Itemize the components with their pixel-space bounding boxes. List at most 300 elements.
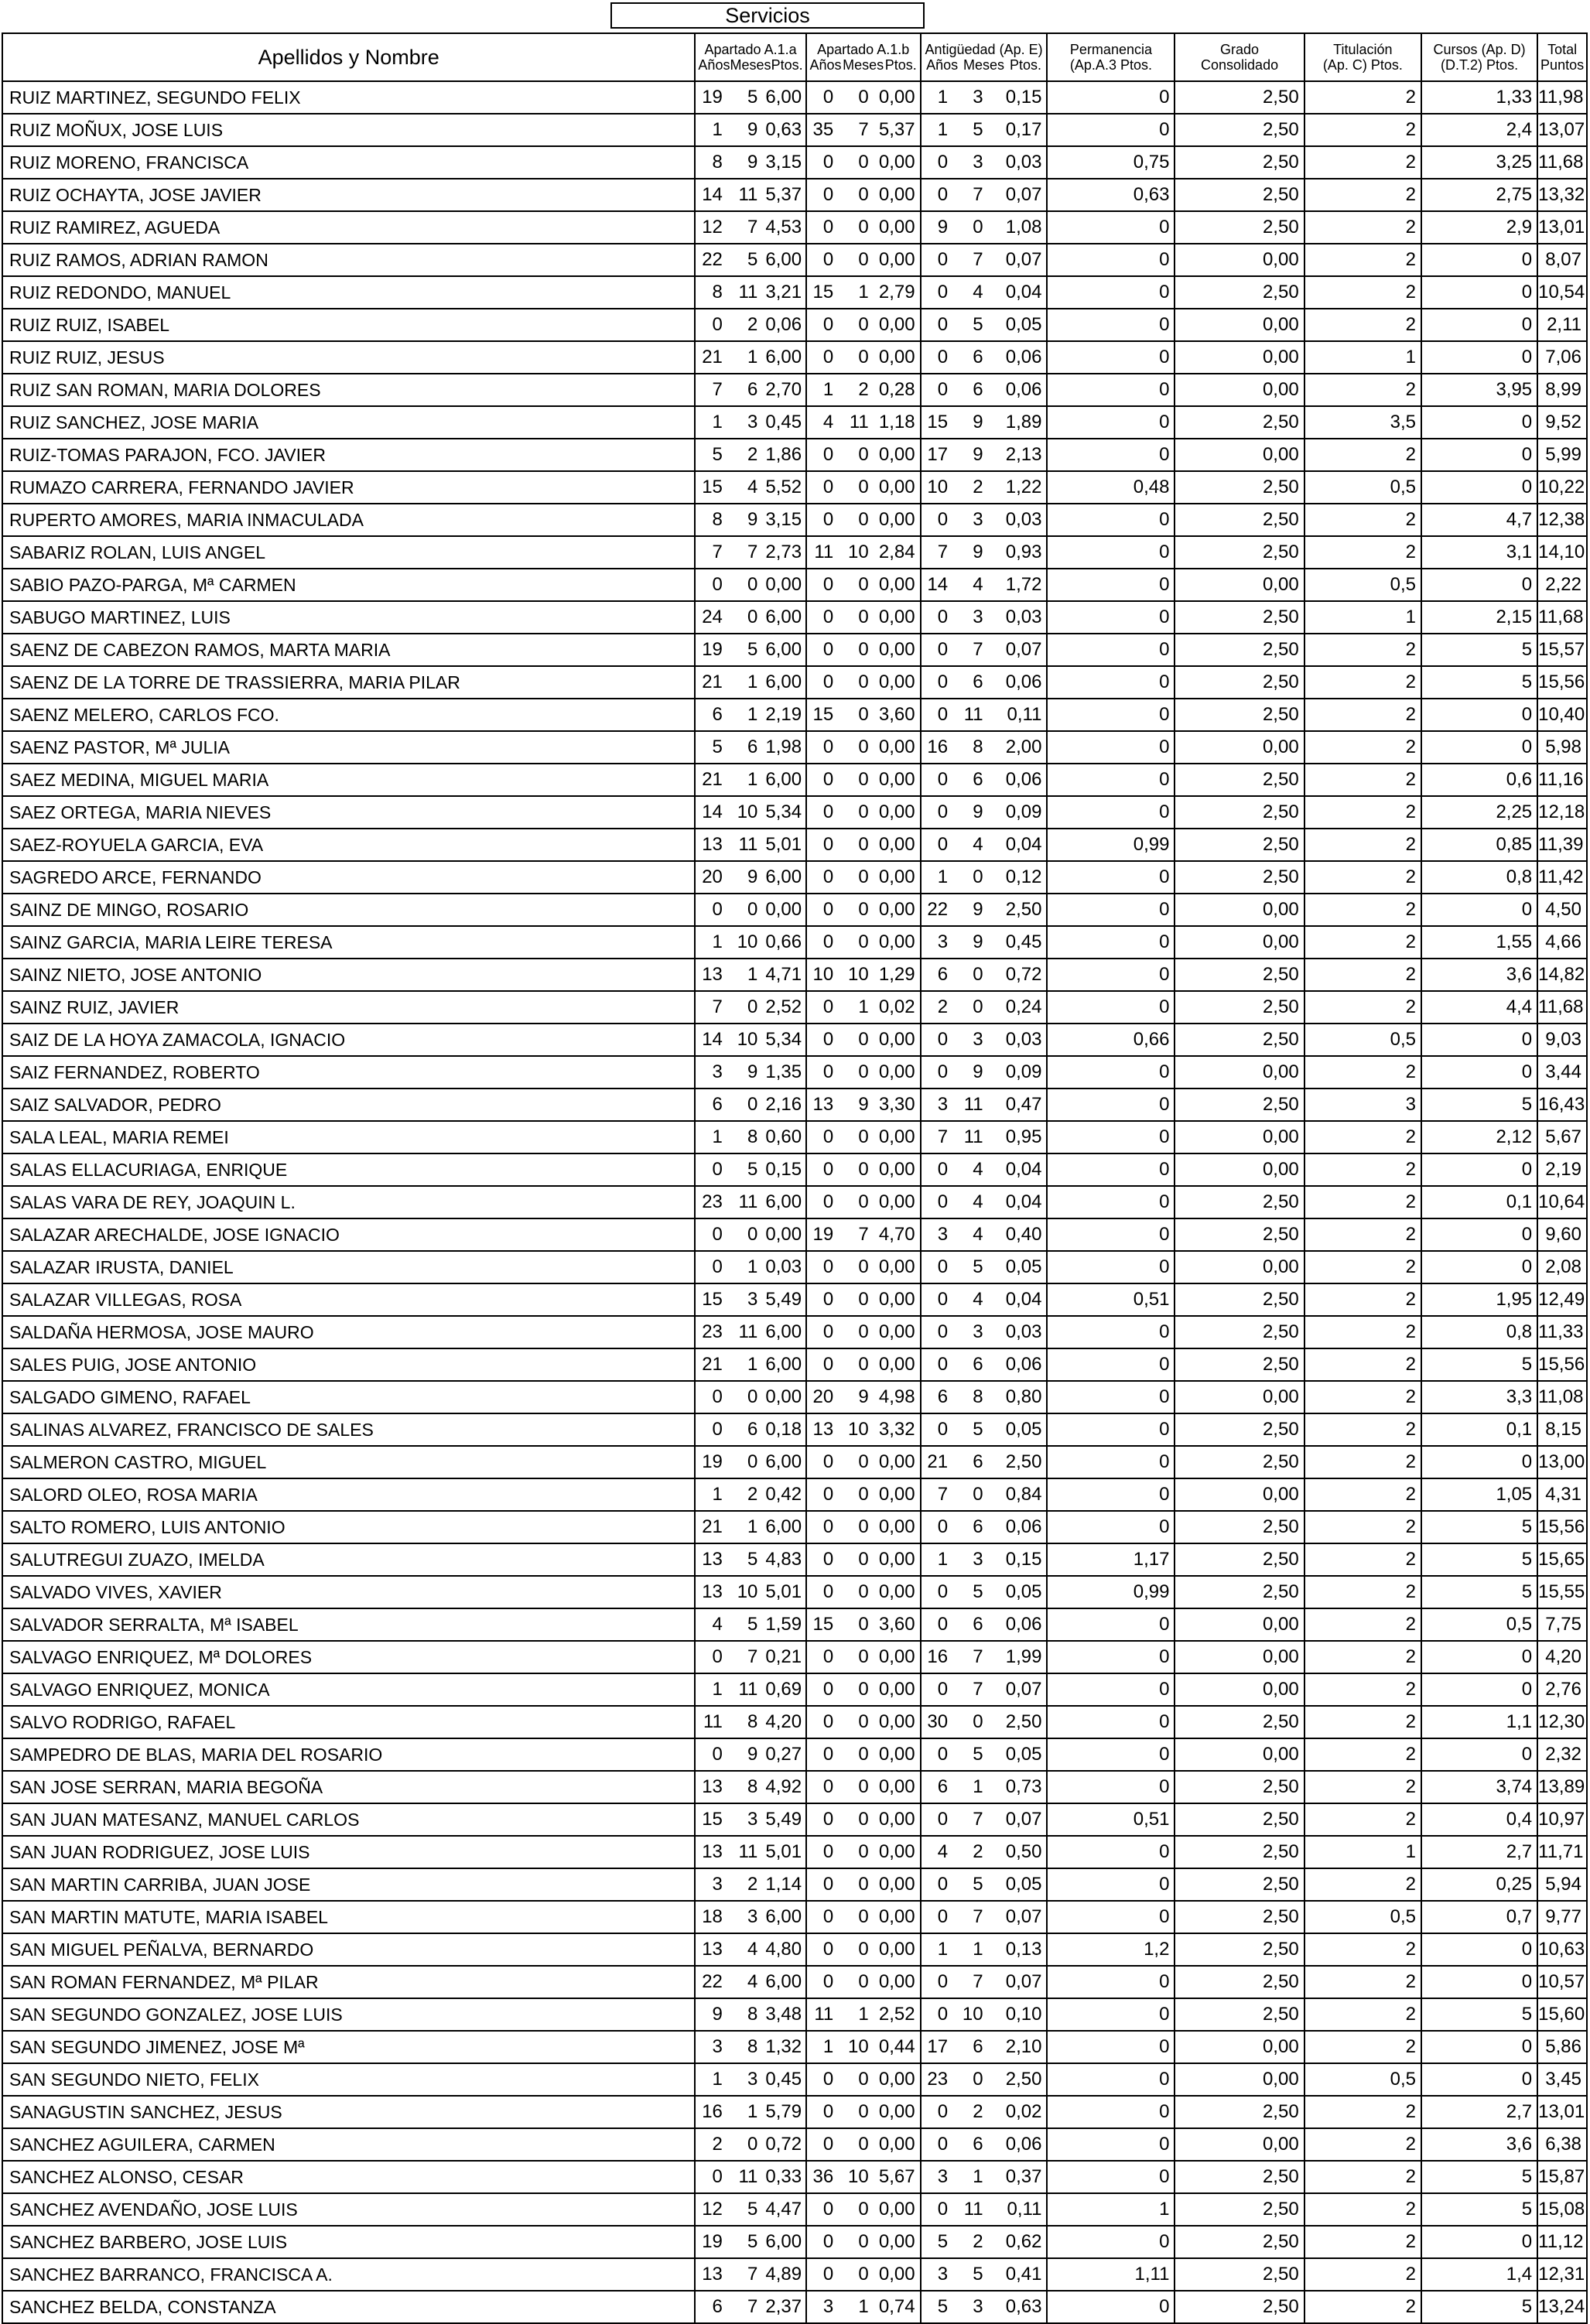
cell-antiguedad-points: 0,15 xyxy=(991,1543,1048,1576)
cell-a1a-years: 0 xyxy=(695,569,730,601)
cell-a1b-years: 0 xyxy=(806,666,842,699)
cell-a1a-points: 0,00 xyxy=(765,894,805,926)
cell-a1a-months: 1 xyxy=(730,341,766,374)
cell-grado: 2,50 xyxy=(1175,699,1304,731)
cell-a1a-points: 0,33 xyxy=(765,2161,805,2193)
cell-a1a-points: 4,20 xyxy=(765,1706,805,1738)
cell-a1b-months: 0 xyxy=(841,1543,877,1576)
cell-antiguedad-years: 5 xyxy=(921,2226,956,2258)
cell-a1b-months: 0 xyxy=(841,1933,877,1966)
col-header-antiguedad-title: Antigüedad (Ap. E) xyxy=(925,42,1043,57)
cell-antiguedad-months: 1 xyxy=(956,1771,991,1803)
cell-cursos: 2,75 xyxy=(1421,179,1537,211)
cell-a1a-years: 6 xyxy=(695,699,730,731)
table-row xyxy=(2,1348,1587,1381)
cell-permanencia: 0 xyxy=(1047,601,1175,634)
cell-a1a-points: 3,48 xyxy=(765,1998,805,2031)
cell-antiguedad-years: 0 xyxy=(921,796,956,829)
cell-a1b-years: 0 xyxy=(806,1933,842,1966)
cell-a1b-points: 0,00 xyxy=(877,471,921,504)
cell-a1a-months: 2 xyxy=(730,439,766,471)
cell-a1b-points: 0,00 xyxy=(877,1771,921,1803)
cell-antiguedad-months: 9 xyxy=(956,894,991,926)
cell-cursos: 1,05 xyxy=(1421,1478,1537,1511)
cell-antiguedad-years: 0 xyxy=(921,1608,956,1641)
col-header-a1a-months: Meses xyxy=(730,57,771,73)
cell-total: 11,42 xyxy=(1537,861,1587,894)
cell-antiguedad-years: 6 xyxy=(921,1381,956,1413)
col-header-a1b-sub xyxy=(807,57,920,73)
cell-total: 14,82 xyxy=(1537,959,1587,991)
cell-a1b-months: 0 xyxy=(841,796,877,829)
table-row xyxy=(2,796,1587,829)
cell-grado: 2,50 xyxy=(1175,1511,1304,1543)
cell-a1a-points: 6,00 xyxy=(765,2226,805,2258)
cell-permanencia: 0 xyxy=(1047,244,1175,276)
cell-a1a-years: 6 xyxy=(695,2291,730,2323)
cell-antiguedad-years: 14 xyxy=(921,569,956,601)
cell-cursos: 0,85 xyxy=(1421,829,1537,861)
cell-titulacion: 2 xyxy=(1304,2291,1421,2323)
cell-titulacion: 2 xyxy=(1304,894,1421,926)
cell-antiguedad-years: 3 xyxy=(921,926,956,959)
cell-a1a-years: 21 xyxy=(695,764,730,796)
cell-antiguedad-points: 0,05 xyxy=(991,1413,1048,1446)
col-header-cursos xyxy=(1421,33,1537,81)
cell-a1b-points: 3,30 xyxy=(877,1089,921,1121)
cell-cursos: 4,7 xyxy=(1421,504,1537,536)
cell-antiguedad-years: 0 xyxy=(921,764,956,796)
col-header-a1b-points: Ptos. xyxy=(884,57,917,73)
cell-antiguedad-years: 6 xyxy=(921,1771,956,1803)
cell-a1a-points: 0,03 xyxy=(765,1251,805,1283)
cell-a1b-months: 0 xyxy=(841,1251,877,1283)
table-row xyxy=(2,1836,1587,1868)
cell-antiguedad-months: 9 xyxy=(956,796,991,829)
cell-antiguedad-months: 10 xyxy=(956,1998,991,2031)
col-header-titulacion-l1: Titulación xyxy=(1333,42,1393,57)
cell-titulacion: 2 xyxy=(1304,991,1421,1024)
cell-titulacion: 2 xyxy=(1304,81,1421,114)
cell-grado: 2,50 xyxy=(1175,861,1304,894)
table-row xyxy=(2,1089,1587,1121)
cell-a1a-months: 9 xyxy=(730,861,766,894)
cell-a1a-years: 0 xyxy=(695,1381,730,1413)
cell-antiguedad-points: 0,45 xyxy=(991,926,1048,959)
cell-cursos: 5 xyxy=(1421,1543,1537,1576)
cell-a1b-months: 0 xyxy=(841,2193,877,2226)
cell-a1a-years: 0 xyxy=(695,1413,730,1446)
cell-antiguedad-years: 0 xyxy=(921,1511,956,1543)
cell-a1b-years: 0 xyxy=(806,1283,842,1316)
cell-a1b-months: 0 xyxy=(841,1738,877,1771)
cell-grado: 0,00 xyxy=(1175,894,1304,926)
cell-antiguedad-years: 3 xyxy=(921,1218,956,1251)
table-row xyxy=(2,894,1587,926)
cell-a1a-years: 19 xyxy=(695,2226,730,2258)
cell-permanencia: 0 xyxy=(1047,114,1175,146)
col-header-a1a-title: Apartado A.1.a xyxy=(704,42,797,57)
table-row xyxy=(2,471,1587,504)
cell-a1b-months: 0 xyxy=(841,1186,877,1218)
cell-a1b-points: 0,00 xyxy=(877,2226,921,2258)
cell-a1b-points: 0,00 xyxy=(877,1283,921,1316)
cell-antiguedad-years: 23 xyxy=(921,2063,956,2096)
cell-a1a-years: 15 xyxy=(695,1283,730,1316)
cell-antiguedad-points: 0,73 xyxy=(991,1771,1048,1803)
cell-antiguedad-months: 7 xyxy=(956,634,991,666)
cell-name: SALAZAR ARECHALDE, JOSE IGNACIO xyxy=(2,1218,695,1251)
cell-a1a-years: 11 xyxy=(695,1706,730,1738)
cell-antiguedad-points: 0,10 xyxy=(991,1998,1048,2031)
cell-permanencia: 0 xyxy=(1047,1738,1175,1771)
cell-permanencia: 0 xyxy=(1047,2063,1175,2096)
cell-antiguedad-months: 0 xyxy=(956,861,991,894)
cell-a1a-months: 1 xyxy=(730,1348,766,1381)
cell-a1b-years: 0 xyxy=(806,861,842,894)
table-row xyxy=(2,2291,1587,2323)
cell-a1b-points: 1,18 xyxy=(877,406,921,439)
cell-titulacion: 2 xyxy=(1304,146,1421,179)
cell-a1a-years: 13 xyxy=(695,1836,730,1868)
cell-titulacion: 2 xyxy=(1304,666,1421,699)
cell-a1a-months: 2 xyxy=(730,1868,766,1901)
cell-a1a-years: 5 xyxy=(695,731,730,764)
cell-total: 11,33 xyxy=(1537,1316,1587,1348)
table-row xyxy=(2,309,1587,341)
cell-a1b-years: 3 xyxy=(806,2291,842,2323)
cell-total: 3,45 xyxy=(1537,2063,1587,2096)
cell-a1b-years: 11 xyxy=(806,1998,842,2031)
cell-antiguedad-points: 0,07 xyxy=(991,1803,1048,1836)
cell-a1b-years: 0 xyxy=(806,1121,842,1153)
cell-a1a-points: 2,37 xyxy=(765,2291,805,2323)
cell-a1b-years: 4 xyxy=(806,406,842,439)
cell-titulacion: 2 xyxy=(1304,699,1421,731)
cell-a1a-points: 1,86 xyxy=(765,439,805,471)
cell-antiguedad-years: 0 xyxy=(921,179,956,211)
cell-antiguedad-months: 9 xyxy=(956,536,991,569)
cell-a1b-points: 1,29 xyxy=(877,959,921,991)
cell-a1b-points: 0,00 xyxy=(877,1966,921,1998)
cell-a1b-points: 0,00 xyxy=(877,2096,921,2128)
cell-a1a-months: 0 xyxy=(730,894,766,926)
cell-permanencia: 0 xyxy=(1047,1868,1175,1901)
cell-name: SAENZ MELERO, CARLOS FCO. xyxy=(2,699,695,731)
cell-a1b-months: 0 xyxy=(841,309,877,341)
cell-a1b-points: 0,00 xyxy=(877,179,921,211)
cell-grado: 0,00 xyxy=(1175,1121,1304,1153)
cell-a1a-points: 0,00 xyxy=(765,1381,805,1413)
cell-a1b-years: 0 xyxy=(806,829,842,861)
cell-a1a-years: 7 xyxy=(695,536,730,569)
cell-antiguedad-years: 0 xyxy=(921,1153,956,1186)
cell-total: 13,24 xyxy=(1537,2291,1587,2323)
cell-a1a-years: 7 xyxy=(695,374,730,406)
cell-permanencia: 0 xyxy=(1047,2128,1175,2161)
cell-a1a-points: 1,32 xyxy=(765,2031,805,2063)
cell-a1b-points: 0,00 xyxy=(877,601,921,634)
cell-permanencia: 0 xyxy=(1047,569,1175,601)
cell-antiguedad-years: 0 xyxy=(921,276,956,309)
cell-antiguedad-points: 0,03 xyxy=(991,1024,1048,1056)
cell-antiguedad-months: 7 xyxy=(956,1803,991,1836)
cell-antiguedad-points: 0,03 xyxy=(991,1316,1048,1348)
cell-a1b-years: 0 xyxy=(806,1901,842,1933)
cell-antiguedad-years: 0 xyxy=(921,1576,956,1608)
cell-total: 10,97 xyxy=(1537,1803,1587,1836)
cell-a1b-months: 1 xyxy=(841,2291,877,2323)
cell-antiguedad-months: 6 xyxy=(956,374,991,406)
cell-a1a-months: 3 xyxy=(730,1283,766,1316)
cell-a1a-points: 0,45 xyxy=(765,2063,805,2096)
table-row xyxy=(2,1641,1587,1673)
cell-name: RUMAZO CARRERA, FERNANDO JAVIER xyxy=(2,471,695,504)
cell-grado: 2,50 xyxy=(1175,1413,1304,1446)
cell-a1a-points: 2,70 xyxy=(765,374,805,406)
cell-antiguedad-months: 3 xyxy=(956,1543,991,1576)
cell-name: SALINAS ALVAREZ, FRANCISCO DE SALES xyxy=(2,1413,695,1446)
cell-a1a-points: 6,00 xyxy=(765,81,805,114)
cell-grado: 2,50 xyxy=(1175,1446,1304,1478)
cell-titulacion: 2 xyxy=(1304,211,1421,244)
cell-cursos: 0 xyxy=(1421,1218,1537,1251)
cell-antiguedad-points: 2,50 xyxy=(991,1446,1048,1478)
cell-antiguedad-months: 0 xyxy=(956,991,991,1024)
cell-grado: 0,00 xyxy=(1175,2063,1304,2096)
cell-grado: 0,00 xyxy=(1175,439,1304,471)
cell-antiguedad-months: 2 xyxy=(956,471,991,504)
cell-total: 12,30 xyxy=(1537,1706,1587,1738)
cell-cursos: 0 xyxy=(1421,699,1537,731)
cell-grado: 2,50 xyxy=(1175,1868,1304,1901)
cell-a1b-years: 0 xyxy=(806,1186,842,1218)
cell-a1b-months: 0 xyxy=(841,1966,877,1998)
col-header-titulacion xyxy=(1304,33,1421,81)
cell-name: SAN MIGUEL PEÑALVA, BERNARDO xyxy=(2,1933,695,1966)
cell-cursos: 0 xyxy=(1421,1966,1537,1998)
cell-antiguedad-years: 3 xyxy=(921,1089,956,1121)
cell-cursos: 0 xyxy=(1421,1251,1537,1283)
cell-cursos: 0 xyxy=(1421,1446,1537,1478)
cell-a1a-points: 2,52 xyxy=(765,991,805,1024)
cell-antiguedad-months: 4 xyxy=(956,569,991,601)
cell-antiguedad-months: 8 xyxy=(956,731,991,764)
cell-a1a-years: 15 xyxy=(695,1803,730,1836)
table-row xyxy=(2,146,1587,179)
cell-permanencia: 0 xyxy=(1047,1478,1175,1511)
table-row xyxy=(2,114,1587,146)
cell-a1a-months: 11 xyxy=(730,2161,766,2193)
cell-a1a-years: 21 xyxy=(695,666,730,699)
col-header-antiguedad-points: Ptos. xyxy=(1009,57,1041,73)
cell-a1b-points: 0,00 xyxy=(877,2128,921,2161)
cell-titulacion: 2 xyxy=(1304,504,1421,536)
cell-antiguedad-months: 3 xyxy=(956,601,991,634)
cell-a1b-years: 0 xyxy=(806,1706,842,1738)
cell-antiguedad-months: 3 xyxy=(956,81,991,114)
cell-a1b-months: 0 xyxy=(841,731,877,764)
cell-cursos: 0 xyxy=(1421,309,1537,341)
cell-total: 4,31 xyxy=(1537,1478,1587,1511)
cell-a1b-points: 0,28 xyxy=(877,374,921,406)
table-row xyxy=(2,861,1587,894)
cell-cursos: 0 xyxy=(1421,569,1537,601)
cell-a1b-months: 0 xyxy=(841,1608,877,1641)
cell-titulacion: 2 xyxy=(1304,1056,1421,1089)
table-row xyxy=(2,1771,1587,1803)
cell-antiguedad-months: 6 xyxy=(956,341,991,374)
cell-cursos: 0 xyxy=(1421,1641,1537,1673)
cell-permanencia: 0 xyxy=(1047,731,1175,764)
cell-total: 15,56 xyxy=(1537,1511,1587,1543)
cell-a1a-months: 1 xyxy=(730,666,766,699)
cell-a1a-points: 5,37 xyxy=(765,179,805,211)
cell-a1a-months: 7 xyxy=(730,1641,766,1673)
table-row xyxy=(2,1186,1587,1218)
cell-antiguedad-points: 0,02 xyxy=(991,2096,1048,2128)
cell-total: 11,71 xyxy=(1537,1836,1587,1868)
cell-antiguedad-years: 0 xyxy=(921,699,956,731)
cell-a1b-years: 13 xyxy=(806,1089,842,1121)
cell-a1b-years: 15 xyxy=(806,276,842,309)
cell-a1a-years: 0 xyxy=(695,1153,730,1186)
cell-a1b-points: 0,00 xyxy=(877,1186,921,1218)
table-row xyxy=(2,2161,1587,2193)
cell-a1b-months: 0 xyxy=(841,341,877,374)
cell-total: 10,40 xyxy=(1537,699,1587,731)
cell-cursos: 0 xyxy=(1421,2063,1537,2096)
table-row xyxy=(2,1283,1587,1316)
cell-a1b-points: 0,00 xyxy=(877,1673,921,1706)
table-row xyxy=(2,1381,1587,1413)
cell-a1a-years: 0 xyxy=(695,1218,730,1251)
cell-grado: 2,50 xyxy=(1175,1283,1304,1316)
cell-total: 15,87 xyxy=(1537,2161,1587,2193)
cell-cursos: 0 xyxy=(1421,276,1537,309)
table-row xyxy=(2,2063,1587,2096)
table-row xyxy=(2,601,1587,634)
cell-titulacion: 2 xyxy=(1304,1316,1421,1348)
cell-name: SAN SEGUNDO GONZALEZ, JOSE LUIS xyxy=(2,1998,695,2031)
cell-a1b-months: 7 xyxy=(841,114,877,146)
cell-a1b-points: 0,00 xyxy=(877,894,921,926)
cell-total: 2,11 xyxy=(1537,309,1587,341)
cell-titulacion: 2 xyxy=(1304,1478,1421,1511)
cell-a1a-points: 0,72 xyxy=(765,2128,805,2161)
cell-a1b-months: 9 xyxy=(841,1089,877,1121)
cell-permanencia: 0 xyxy=(1047,1218,1175,1251)
cell-name: SABARIZ ROLAN, LUIS ANGEL xyxy=(2,536,695,569)
cell-total: 2,19 xyxy=(1537,1153,1587,1186)
cell-titulacion: 2 xyxy=(1304,1348,1421,1381)
cell-antiguedad-years: 0 xyxy=(921,1316,956,1348)
cell-a1a-years: 13 xyxy=(695,1543,730,1576)
cell-antiguedad-years: 0 xyxy=(921,1413,956,1446)
cell-a1b-years: 0 xyxy=(806,471,842,504)
cell-permanencia: 0 xyxy=(1047,1316,1175,1348)
cell-a1b-points: 0,00 xyxy=(877,1836,921,1868)
cell-name: SALA LEAL, MARIA REMEI xyxy=(2,1121,695,1153)
table-row xyxy=(2,1153,1587,1186)
cell-antiguedad-months: 3 xyxy=(956,504,991,536)
cell-a1a-months: 7 xyxy=(730,2258,766,2291)
cell-cursos: 0 xyxy=(1421,1673,1537,1706)
cell-antiguedad-years: 0 xyxy=(921,146,956,179)
cell-a1b-years: 0 xyxy=(806,796,842,829)
cell-name: SALVADOR SERRALTA, Mª ISABEL xyxy=(2,1608,695,1641)
cell-antiguedad-months: 5 xyxy=(956,1413,991,1446)
cell-a1a-months: 8 xyxy=(730,1771,766,1803)
cell-a1a-years: 4 xyxy=(695,1608,730,1641)
cell-permanencia: 0 xyxy=(1047,1641,1175,1673)
col-header-a1a-years: Años xyxy=(698,57,730,73)
cell-titulacion: 2 xyxy=(1304,1251,1421,1283)
cell-a1b-points: 0,00 xyxy=(877,1738,921,1771)
cell-antiguedad-points: 0,12 xyxy=(991,861,1048,894)
cell-permanencia: 0 xyxy=(1047,991,1175,1024)
cell-a1b-years: 0 xyxy=(806,1024,842,1056)
cell-a1a-points: 0,00 xyxy=(765,1218,805,1251)
cell-cursos: 3,6 xyxy=(1421,959,1537,991)
cell-permanencia: 0 xyxy=(1047,959,1175,991)
cell-antiguedad-points: 0,07 xyxy=(991,1966,1048,1998)
table-row xyxy=(2,2031,1587,2063)
cell-permanencia: 0 xyxy=(1047,2031,1175,2063)
table-row xyxy=(2,1673,1587,1706)
cell-antiguedad-months: 0 xyxy=(956,959,991,991)
cell-antiguedad-years: 30 xyxy=(921,1706,956,1738)
cell-a1a-months: 4 xyxy=(730,471,766,504)
cell-a1b-points: 0,00 xyxy=(877,81,921,114)
cell-a1a-months: 5 xyxy=(730,2193,766,2226)
cell-a1b-years: 0 xyxy=(806,731,842,764)
cell-permanencia: 0 xyxy=(1047,1251,1175,1283)
cell-antiguedad-points: 0,04 xyxy=(991,276,1048,309)
cell-grado: 2,50 xyxy=(1175,211,1304,244)
cell-antiguedad-months: 7 xyxy=(956,1673,991,1706)
cell-a1b-months: 0 xyxy=(841,2063,877,2096)
cell-titulacion: 2 xyxy=(1304,244,1421,276)
cell-grado: 2,50 xyxy=(1175,764,1304,796)
cell-total: 5,99 xyxy=(1537,439,1587,471)
cell-cursos: 0 xyxy=(1421,406,1537,439)
table-row xyxy=(2,1803,1587,1836)
cell-antiguedad-years: 0 xyxy=(921,504,956,536)
cell-cursos: 0 xyxy=(1421,731,1537,764)
cell-total: 4,50 xyxy=(1537,894,1587,926)
cell-a1b-months: 0 xyxy=(841,861,877,894)
cell-permanencia: 0 xyxy=(1047,406,1175,439)
cell-cursos: 0 xyxy=(1421,1153,1537,1186)
cell-antiguedad-years: 0 xyxy=(921,2096,956,2128)
cell-antiguedad-points: 0,93 xyxy=(991,536,1048,569)
cell-antiguedad-years: 10 xyxy=(921,471,956,504)
cell-a1a-months: 1 xyxy=(730,1251,766,1283)
cell-a1a-years: 1 xyxy=(695,114,730,146)
cell-a1b-years: 0 xyxy=(806,244,842,276)
table-row xyxy=(2,2226,1587,2258)
cell-a1b-months: 0 xyxy=(841,894,877,926)
cell-a1b-years: 35 xyxy=(806,114,842,146)
cell-a1b-points: 0,00 xyxy=(877,211,921,244)
cell-a1a-points: 1,98 xyxy=(765,731,805,764)
cell-a1b-years: 0 xyxy=(806,601,842,634)
cell-a1b-points: 0,74 xyxy=(877,2291,921,2323)
cell-name: SAEZ ORTEGA, MARIA NIEVES xyxy=(2,796,695,829)
table-row xyxy=(2,2096,1587,2128)
table-row xyxy=(2,1218,1587,1251)
